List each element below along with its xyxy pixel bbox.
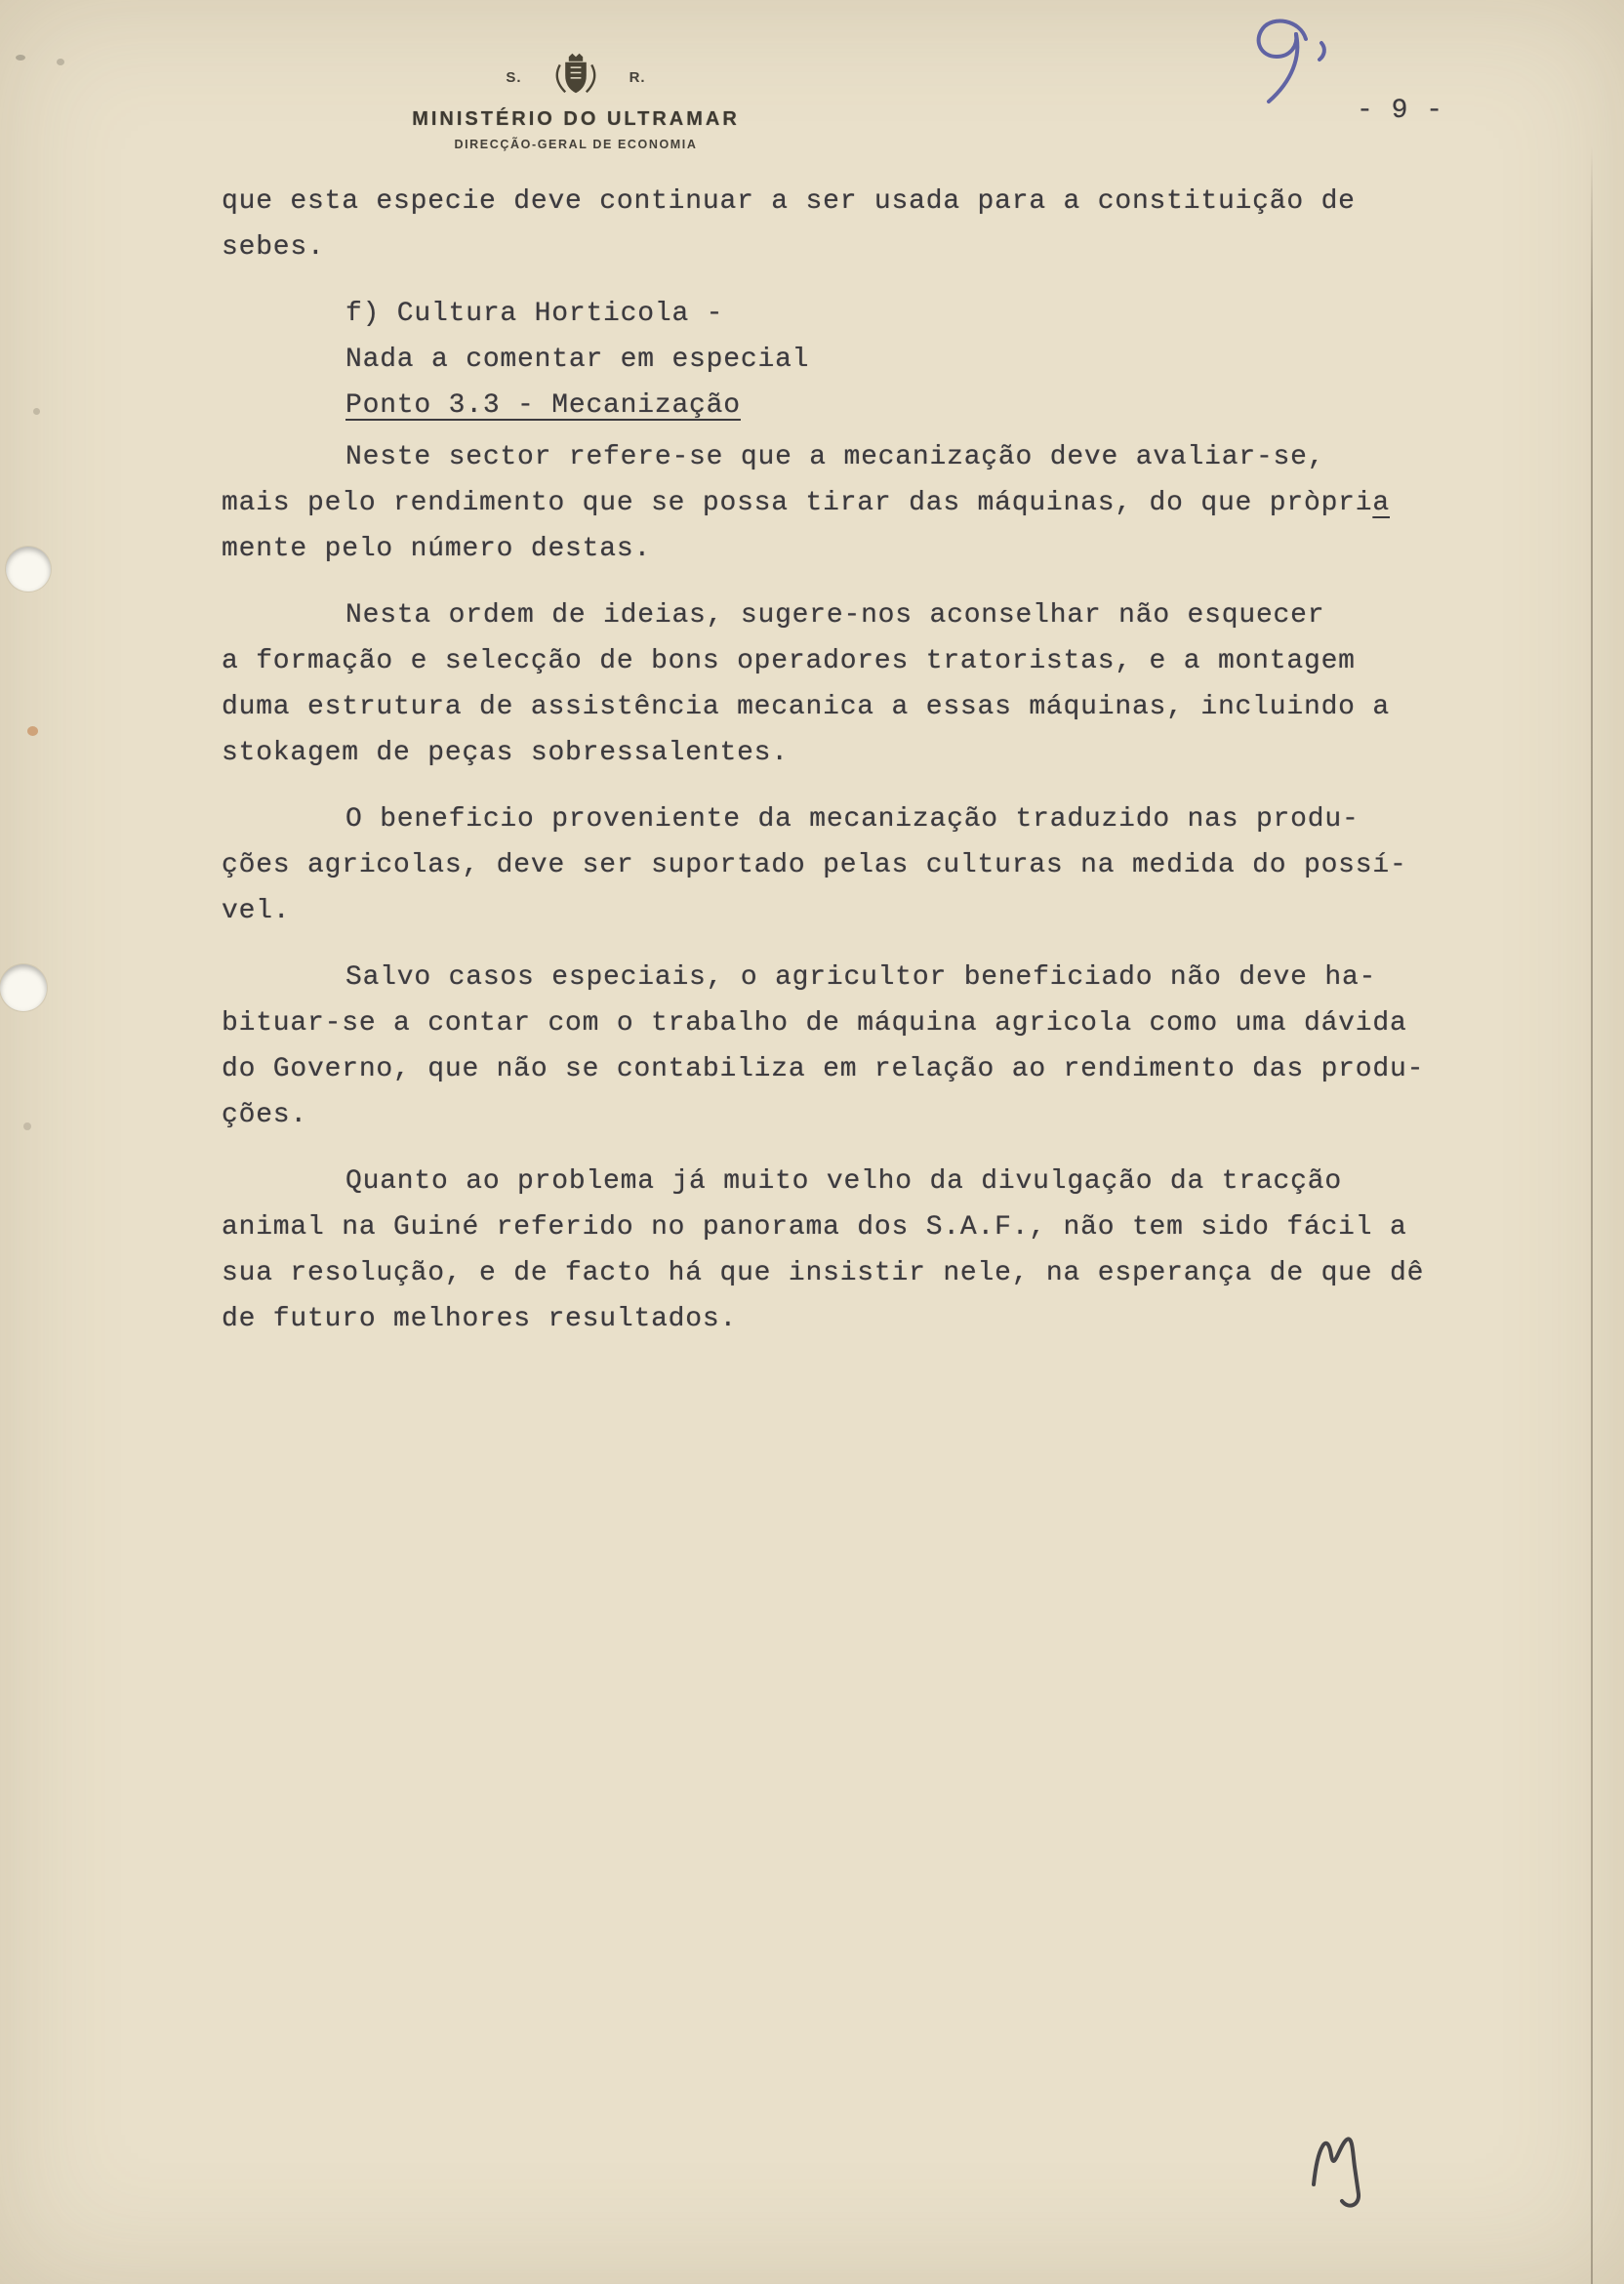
paragraph (222, 434, 1422, 572)
text-line: duma estrutura de assistência mecanica a essas máquinas, incluindo a (222, 692, 1390, 722)
letterhead-initial-left: S. (506, 68, 522, 86)
text-line: vel. (222, 896, 291, 926)
text-line: bituar-se a contar com o trabalho de máquina agricola como uma dávida (222, 1008, 1407, 1039)
paragraph (222, 1159, 1425, 1342)
text-line: ções. (222, 1100, 308, 1130)
page-number: - 9 - (1357, 96, 1444, 126)
handwritten-signature-mark (1298, 2097, 1444, 2228)
text-line: sebes. (222, 232, 325, 263)
text-line: mente pelo número destas. (222, 534, 652, 564)
national-crest-icon (548, 51, 604, 103)
punch-hole (0, 964, 47, 1011)
text-line: animal na Guiné referido no panorama dos S.A.F., não tem sido fácil a (222, 1212, 1407, 1243)
text-line: a formação e selecção de bons operadores tratoristas, e a montagem (222, 646, 1356, 676)
letterhead (390, 49, 761, 151)
paragraph (222, 955, 1425, 1138)
department-name: DIRECÇÃO-GERAL DE ECONOMIA (454, 138, 698, 151)
paragraph (222, 796, 1422, 934)
text-line: de futuro melhores resultados. (222, 1304, 738, 1334)
text-line: Quanto ao problema já muito velho da divulgação da tracção (345, 1166, 1342, 1197)
text-line: ções agricolas, deve ser suportado pelas culturas na medida do possí- (222, 850, 1407, 880)
text-line: Nesta ordem de ideias, sugere-nos aconselhar não esquecer (345, 600, 1325, 631)
text-line: Salvo casos especiais, o agricultor beneficiado não deve ha- (345, 962, 1377, 993)
section-heading (345, 383, 1422, 428)
document-body (222, 179, 1425, 1342)
text-line: f) Cultura Horticola - (345, 299, 724, 329)
paragraph (222, 179, 1422, 270)
punch-hole (6, 547, 51, 591)
text-line: sua resolução, e de facto há que insistir nele, na esperança de que dê (222, 1258, 1425, 1288)
scan-speck (16, 55, 25, 61)
text-line: Ponto 3.3 - Mecanização (345, 390, 741, 421)
text-line: Nada a comentar em especial (345, 345, 810, 375)
text-line: Neste sector refere-se que a mecanização deve avaliar-se, (345, 442, 1325, 472)
scan-speck (33, 408, 40, 415)
paragraph (222, 592, 1422, 776)
letterhead-crest-row (390, 49, 761, 105)
list-item (345, 291, 1422, 383)
text-line: mais pelo rendimento que se possa tirar das máquinas, do que pròpria (222, 488, 1390, 518)
page-edge-line (1591, 146, 1593, 2284)
text-line: O beneficio proveniente da mecanização traduzido nas produ- (345, 804, 1360, 835)
scan-speck (23, 1122, 31, 1130)
text-line: do Governo, que não se contabiliza em relação ao rendimento das produ- (222, 1054, 1425, 1084)
scan-speck (57, 59, 64, 65)
scan-speck (27, 726, 38, 736)
ministry-name: MINISTÉRIO DO ULTRAMAR (412, 108, 740, 130)
text-line: stokagem de peças sobressalentes. (222, 738, 789, 768)
handwritten-mark-top-right (1220, 8, 1376, 120)
text-line: que esta especie deve continuar a ser usada para a constituição de (222, 186, 1356, 217)
letterhead-initial-right: R. (629, 68, 646, 86)
